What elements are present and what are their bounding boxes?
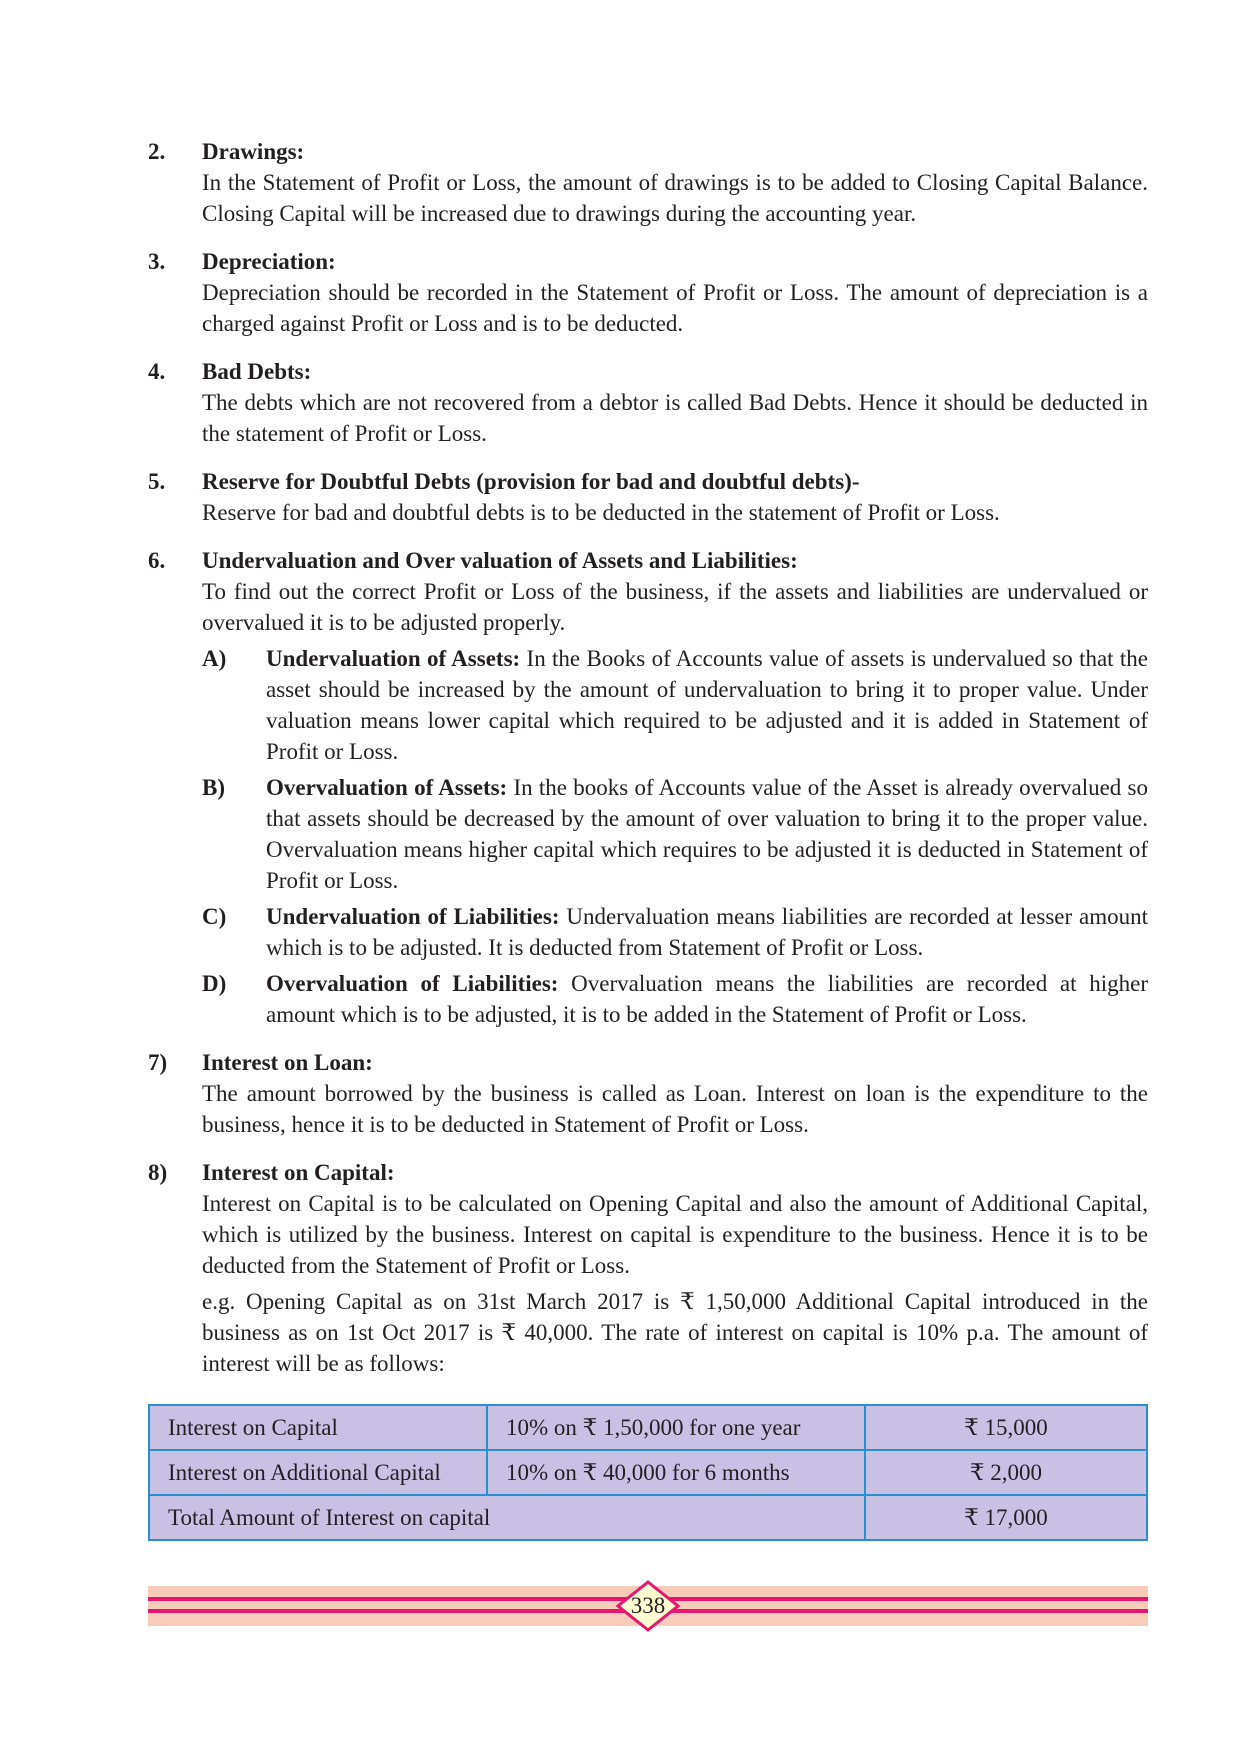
paragraph: The debts which are not recovered from a debtor is called Bad Debts. Hence it should be deducted in the statement of Profit or Loss.: [202, 390, 1148, 446]
subsection-undervaluation-liabilities: [202, 901, 1148, 963]
section-heading: [148, 1157, 1148, 1188]
paragraph: To find out the correct Profit or Loss of the business, if the assets and liabilities are undervalued or overvalued it is to be adjusted properly.: [202, 579, 1148, 635]
subsection-text: Undervaluation means liabilities are recorded at lesser amount which is to be adjusted. It is deducted from Statement of Profit or Loss.: [266, 904, 1148, 960]
paragraph: Depreciation should be recorded in the Statement of Profit or Loss. The amount of depreciation is a charged against Profit or Loss and is to be deducted.: [202, 280, 1148, 336]
subsection-text: In the books of Accounts value of the Asset is already overvalued so that assets should be decreased by the amount of over valuation to bring it to the proper value. Overvaluation means higher capital which requires to be adjusted it is deducted in Statement of Profit or Loss.: [266, 775, 1149, 893]
section-title: Depreciation:: [202, 249, 336, 274]
section-interest-on-loan: [148, 1047, 1148, 1140]
section-heading: [148, 246, 1148, 277]
subsection-overvaluation-liabilities: [202, 968, 1148, 1030]
table-cell-amount: ₹ 15,000: [865, 1405, 1147, 1450]
section-interest-on-capital: [148, 1157, 1148, 1379]
page-number: 338: [630, 1593, 666, 1618]
paragraph: In the Statement of Profit or Loss, the amount of drawings is to be added to Closing Capital Balance. Closing Capital will be increased due to drawings during the accounting year.: [202, 170, 1148, 226]
subsection-label: A): [202, 646, 227, 671]
table-cell-particular: Interest on Additional Capital: [149, 1450, 487, 1495]
example-paragraph: e.g. Opening Capital as on 31st March 2017 is ₹ 1,50,000 Additional Capital introduced in the business as on 1st Oct 2017 is ₹ 40,000. The rate of interest on capital is 10% p.a. The amount of interest will be as follows:: [202, 1289, 1148, 1376]
section-drawings: [148, 136, 1148, 229]
interest-on-capital-table: [148, 1404, 1148, 1541]
subsection-title: Undervaluation of Liabilities:: [266, 904, 560, 929]
section-heading: [148, 1047, 1148, 1078]
section-number: 6.: [148, 548, 166, 573]
section-heading: [148, 545, 1148, 576]
subsection-title: Overvaluation of Liabilities:: [266, 971, 559, 996]
section-heading: [148, 356, 1148, 387]
section-title: Interest on Loan:: [202, 1050, 373, 1075]
subsection-text: In the Books of Accounts value of assets is undervalued so that the asset should be increased by the amount of undervaluation to bring it to proper value. Under valuation means lower capital which required to be adjusted and it is added in Statement of Profit or Loss.: [266, 646, 1149, 764]
section-number: 8): [148, 1160, 168, 1185]
table-row: [149, 1405, 1147, 1450]
page-content: [148, 136, 1148, 1396]
subsection-undervaluation-assets: [202, 643, 1148, 767]
subsection-text: Overvaluation means the liabilities are recorded at higher amount which is to be adjusted, it is to be added in the Statement of Profit or Loss.: [266, 971, 1148, 1027]
section-reserve-doubtful-debts: [148, 466, 1148, 528]
page-number-badge: [616, 1580, 680, 1632]
subsection-overvaluation-assets: [202, 772, 1148, 896]
section-number: 5.: [148, 469, 166, 494]
table-cell-calculation: 10% on ₹ 1,50,000 for one year: [487, 1405, 865, 1450]
table-row: [149, 1450, 1147, 1495]
section-title: Interest on Capital:: [202, 1160, 395, 1185]
section-number: 4.: [148, 359, 166, 384]
section-heading: [148, 136, 1148, 167]
section-depreciation: [148, 246, 1148, 339]
table-total-amount: ₹ 17,000: [865, 1495, 1147, 1540]
paragraph: The amount borrowed by the business is called as Loan. Interest on loan is the expenditure to the business, hence it is to be deducted in Statement of Profit or Loss.: [202, 1081, 1148, 1137]
subsection-label: D): [202, 971, 227, 996]
section-title: Drawings:: [202, 139, 305, 164]
paragraph: Reserve for bad and doubtful debts is to be deducted in the statement of Profit or Loss.: [202, 500, 1000, 525]
section-number: 2.: [148, 139, 166, 164]
table-total-label: Total Amount of Interest on capital: [149, 1495, 865, 1540]
table-cell-calculation: 10% on ₹ 40,000 for 6 months: [487, 1450, 865, 1495]
subsection-title: Undervaluation of Assets:: [266, 646, 521, 671]
section-title: Bad Debts:: [202, 359, 312, 384]
section-title: Reserve for Doubtful Debts (provision for bad and doubtful debts)-: [202, 469, 860, 494]
page-footer: [148, 1586, 1148, 1626]
table-total-row: [149, 1495, 1147, 1540]
section-valuation-assets-liabilities: [148, 545, 1148, 1030]
subsection-label: C): [202, 904, 227, 929]
table-cell-amount: ₹ 2,000: [865, 1450, 1147, 1495]
section-heading: [148, 466, 1148, 497]
paragraph: Interest on Capital is to be calculated on Opening Capital and also the amount of Additional Capital, which is utilized by the business. Interest on capital is expenditure to the business. Hence it is to be deducted from the Statement of Profit or Loss.: [202, 1191, 1148, 1278]
section-bad-debts: [148, 356, 1148, 449]
section-title: Undervaluation and Over valuation of Assets and Liabilities:: [202, 548, 798, 573]
table-cell-particular: Interest on Capital: [149, 1405, 487, 1450]
section-number: 3.: [148, 249, 166, 274]
subsection-label: B): [202, 775, 225, 800]
section-number: 7): [148, 1050, 168, 1075]
subsection-title: Overvaluation of Assets:: [266, 775, 508, 800]
